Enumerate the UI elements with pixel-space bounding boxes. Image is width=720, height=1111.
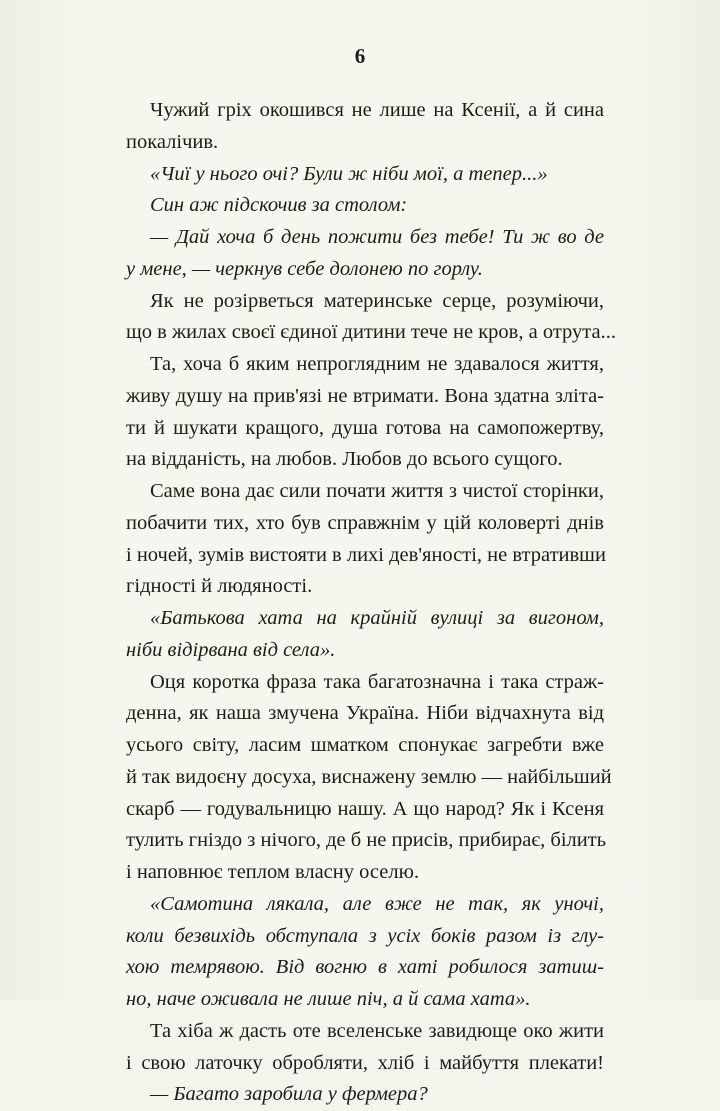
text-line: — Дай хоча б день пожити без тебе! Ти ж во де <box>150 226 604 248</box>
text-line: хою темрявою. Від вогню в хаті робилося затиш- <box>126 956 604 979</box>
text-line: Саме вона дає сили почати життя з чистої сторінки, <box>150 480 604 502</box>
text-line: Чужий гріх окошився не лише на Ксенії, а й сина <box>150 99 604 121</box>
text-line: скарб — годувальницю нашу. А що народ? Як і Ксеня <box>126 797 604 820</box>
text-line: покалічив. <box>126 130 219 153</box>
page-number: 6 <box>354 44 366 68</box>
text-line: Та хіба ж дасть оте вселенське завидюще око жити <box>150 1019 604 1042</box>
text-line: тулить гніздо з нічого, де б не присів, прибирає, білить <box>126 829 607 852</box>
text-line: усього світу, ласим шматком спонукає загребти вже <box>126 734 604 756</box>
text-line: і свою латочку обробляти, хліб і майбуття плекати! <box>126 1051 604 1074</box>
text-line: «Чиї у нього очі? Були ж ніби мої, а тепер...» <box>150 162 548 185</box>
text-line: на відданість, на любов. Любов до всього сущого. <box>126 448 563 471</box>
text-line: коли безвихідь обступала з усіх боків разом із глу- <box>126 924 604 947</box>
text-line: Та, хоча б яким непроглядним не здавалося життя, <box>150 353 604 375</box>
text-line: «Самотина лякала, але вже не так, як уночі, <box>150 892 604 915</box>
text-line: що в жилах своєї єдиної дитини тече не кров, а отрута... <box>126 321 616 344</box>
text-line: і ночей, зумів вистояти в лихі дев'яності, не втративши <box>126 543 606 566</box>
text-line: Як не розірветься материнське серце, розуміючи, <box>150 289 604 312</box>
text-line: живу душу на прив'язі не втримати. Вона здатна зліта- <box>126 384 604 407</box>
text-line: «Батькова хата на крайній вулиці за вигоном, <box>150 607 604 629</box>
body-text <box>126 95 616 1111</box>
text-line: гідності й людяності. <box>126 575 313 598</box>
text-line: побачити тих, хто був справжнім у цій коловерті днів <box>126 511 604 534</box>
text-line: у мене, — черкнув себе долонею по горлу. <box>126 257 483 280</box>
text-line: і наповнює теплом власну оселю. <box>126 861 420 883</box>
text-line: — Багато заробила у фермера? <box>150 1083 428 1106</box>
text-line: й так видоєну досуха, виснажену землю — найбільший <box>126 765 612 788</box>
text-line: ніби відірвана від села». <box>126 638 336 661</box>
text-line: но, наче оживала не лише піч, а й сама хата». <box>126 988 531 1010</box>
text-line: ти й шукати кращого, душа готова на самопожертву, <box>126 416 604 439</box>
text-line: денна, як наша змучена Україна. Ніби відчахнута від <box>126 702 604 725</box>
text-line: Оця коротка фраза така багатозначна і така страж- <box>150 670 604 693</box>
text-line: Син аж підскочив за столом: <box>150 194 408 217</box>
